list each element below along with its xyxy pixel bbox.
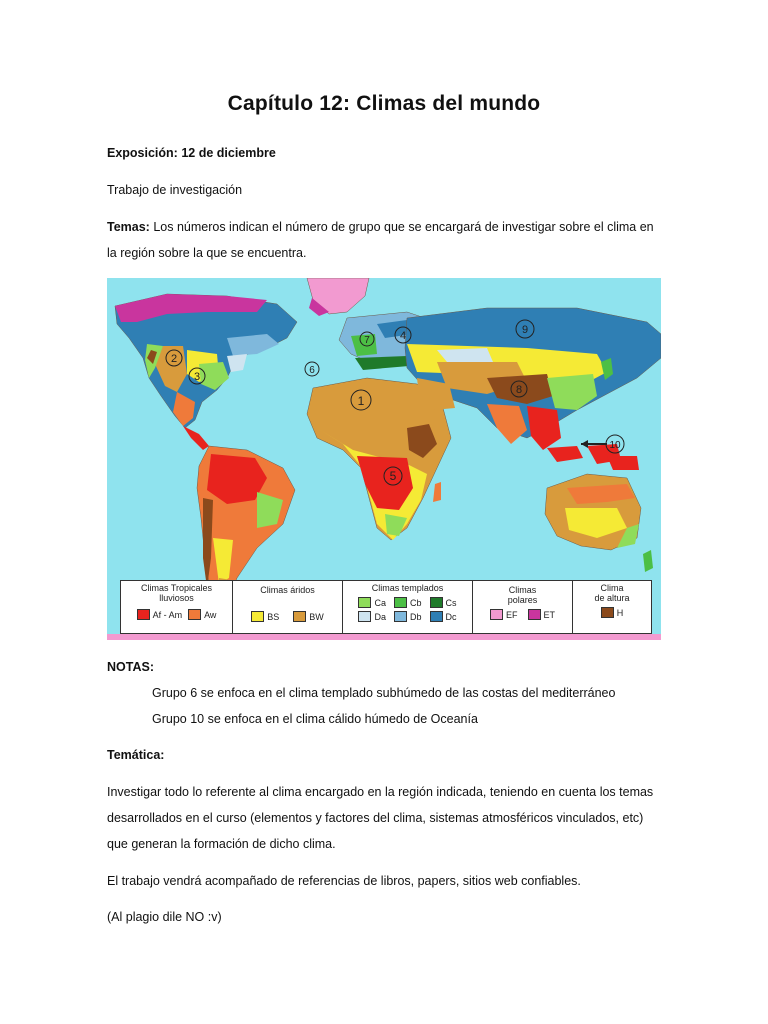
legend-tropical-title-2: lluviosos <box>159 593 194 603</box>
legend-arid <box>233 581 343 633</box>
legend-swatch-ca <box>358 597 386 608</box>
legend-polar <box>473 581 573 633</box>
group-10-label: 10 <box>609 440 621 451</box>
legend-code-aw: Aw <box>204 609 217 620</box>
legend-code-bs: BS <box>267 611 280 622</box>
legend-polar-title-2: polares <box>507 595 538 605</box>
legend-code-et: ET <box>543 609 556 620</box>
legend-code-bw: BW <box>309 611 324 622</box>
legend-swatch-bw <box>293 611 324 622</box>
legend-code-ef: EF <box>505 609 518 620</box>
legend-altitude-title-2: de altura <box>594 593 630 603</box>
tematica-label: Temática: <box>107 748 165 762</box>
temas-line-2: la región sobre la que se encuentra. <box>107 246 307 260</box>
tematica-line: Investigar todo lo referente al clima encargado en la región indicada, teniendo en cuenta los temas <box>107 785 654 799</box>
legend-swatch-cs <box>430 597 457 608</box>
references-line: El trabajo vendrá acompañado de referencias de libros, papers, sitios web confiables. <box>107 874 581 888</box>
legend-code-db: Db <box>410 611 422 622</box>
legend-swatch-bs <box>251 611 279 622</box>
group-8-label: 8 <box>515 384 523 396</box>
legend-altitude <box>573 581 651 633</box>
legend-polar-title-1: Climas <box>508 585 537 595</box>
legend-swatch-dc <box>430 611 457 622</box>
tematica-line: que generan la formación de dicho clima. <box>107 837 336 851</box>
legend-swatch-h <box>601 607 624 618</box>
legend-code-cb: Cb <box>410 597 422 608</box>
legend-code-h: H <box>616 607 624 618</box>
legend-temperate-title: Climas templados <box>371 583 444 593</box>
nota-item: Grupo 10 se enfoca en el clima cálido húmedo de Oceanía <box>152 712 478 726</box>
nota-item: Grupo 6 se enfoca en el clima templado subhúmedo de las costas del mediterráneo <box>152 686 616 700</box>
group-7-label: 7 <box>364 335 370 346</box>
legend-altitude-title <box>573 583 651 603</box>
exposicion-date: 12 de diciembre <box>181 146 276 160</box>
exposicion-line <box>107 146 276 160</box>
temas-text-1: Los números indican el número de grupo que se encargará de investigar sobre el clima en <box>153 220 654 234</box>
legend-code-ca: Ca <box>374 597 386 608</box>
group-6-label: 6 <box>309 365 315 376</box>
legend-swatch-cb <box>394 597 422 608</box>
page-title: Capítulo 12: Climas del mundo <box>227 92 541 115</box>
exposicion-label: Exposición: <box>107 146 178 160</box>
legend-temperate <box>343 581 473 633</box>
legend-swatch-ef <box>490 609 518 620</box>
legend-tropical-title-1: Climas Tropicales <box>140 583 213 593</box>
legend-code-da: Da <box>374 611 386 622</box>
legend-code-dc: Dc <box>445 611 457 622</box>
climate-legend <box>120 580 652 634</box>
legend-arid-title: Climas áridos <box>260 585 315 595</box>
legend-tropical-title <box>121 583 232 603</box>
temas-label: Temas: <box>107 220 150 234</box>
group-5-label: 5 <box>389 469 397 483</box>
legend-altitude-title-1: Clima <box>600 583 624 593</box>
plagio-line: (Al plagio dile NO :v) <box>107 910 222 924</box>
group-2-label: 2 <box>170 353 178 365</box>
legend-swatch-et <box>528 609 556 620</box>
legend-swatch-db <box>394 611 422 622</box>
trabajo-line: Trabajo de investigación <box>107 183 243 197</box>
notas-label: NOTAS: <box>107 660 154 674</box>
legend-swatch-da <box>358 611 386 622</box>
group-4-label: 4 <box>399 330 407 342</box>
group-3-label: 3 <box>193 371 201 383</box>
legend-swatch-aw <box>188 609 216 620</box>
legend-polar-title <box>473 585 572 605</box>
group-1-label: 1 <box>357 394 365 408</box>
group-9-label: 9 <box>521 324 529 336</box>
legend-code-af-am: Af - Am <box>152 609 183 620</box>
temas-line-1 <box>107 220 654 234</box>
legend-swatch-af-am <box>137 609 183 620</box>
tematica-line: desarrollados en el curso (elementos y factores del clima, sistemas atmosféricos vinculados, etc) <box>107 811 644 825</box>
legend-tropical <box>121 581 233 633</box>
legend-code-cs: Cs <box>445 597 457 608</box>
